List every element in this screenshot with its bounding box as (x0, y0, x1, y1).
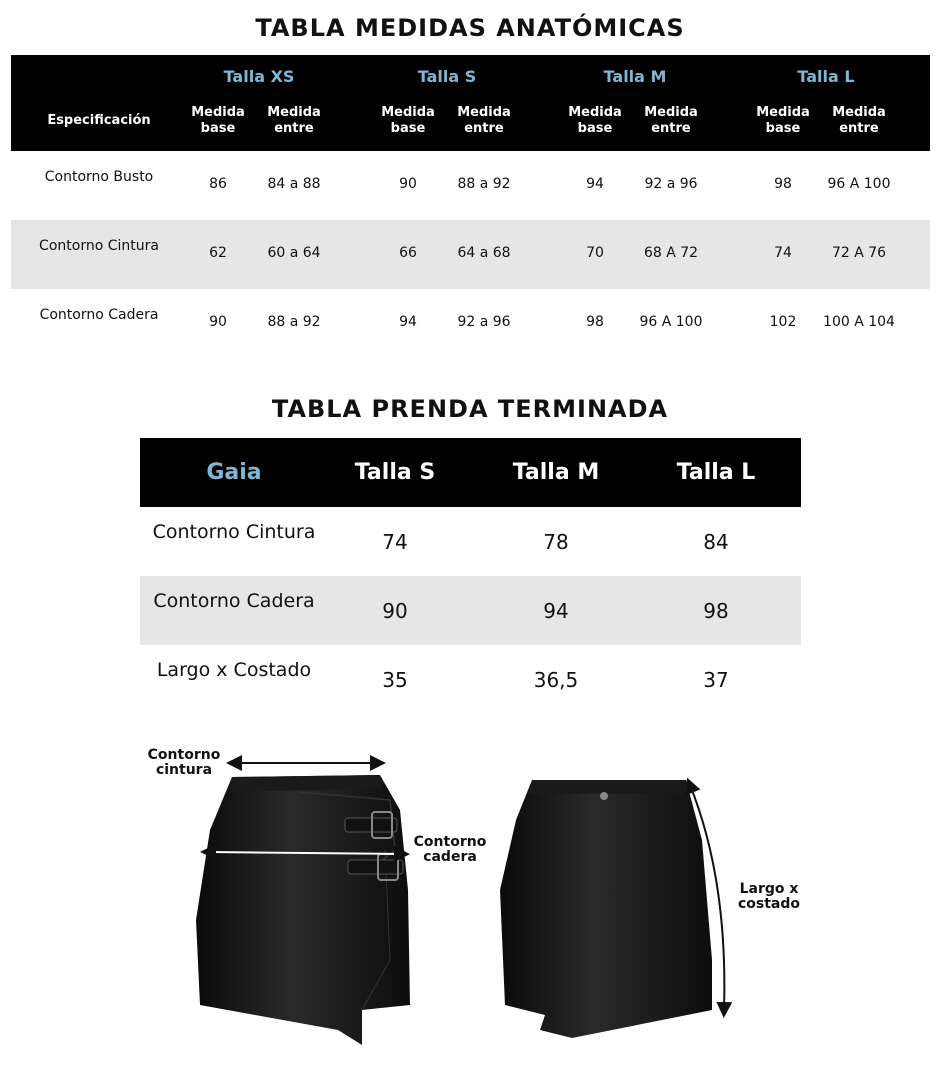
anatomical-table-title: TABLA MEDIDAS ANATÓMICAS (255, 14, 685, 42)
cell-value: 90 (399, 176, 417, 192)
row-label: Contorno Cadera (153, 590, 315, 612)
size-s-header: Talla S (417, 67, 477, 86)
hip-label: Contorno cadera (413, 834, 487, 865)
anatomical-table-header (11, 55, 930, 151)
cell-value: 84 (703, 530, 729, 554)
cell-value: 96 A 100 (639, 314, 703, 330)
table-row (140, 507, 801, 576)
cell-value: 72 A 76 (831, 245, 887, 261)
table-row (140, 645, 801, 714)
cell-value: 94 (399, 314, 417, 330)
finished-garment-table (140, 438, 801, 714)
cell-value: 94 (586, 176, 604, 192)
length-label: Largo x costado (737, 881, 801, 912)
xs-range-subheader: Medida entre (267, 105, 321, 136)
cell-value: 88 a 92 (457, 176, 511, 192)
cell-value: 92 a 96 (644, 176, 698, 192)
cell-value: 60 a 64 (267, 245, 321, 261)
cell-value: 100 A 104 (823, 314, 895, 330)
cell-value: 35 (382, 668, 408, 692)
row-label: Contorno Cintura (152, 521, 316, 543)
cell-value: 102 (769, 314, 797, 330)
l-range-subheader: Medida entre (832, 105, 886, 136)
cell-value: 86 (209, 176, 227, 192)
cell-value: 98 (586, 314, 604, 330)
cell-value: 37 (703, 668, 729, 692)
s-range-subheader: Medida entre (457, 105, 511, 136)
front-skirt (196, 775, 410, 1045)
logo-detail-icon (600, 792, 608, 800)
cell-value: 98 (774, 176, 792, 192)
size-m-header: Talla M (603, 67, 667, 86)
cell-value: 96 A 100 (827, 176, 891, 192)
cell-value: 84 a 88 (267, 176, 321, 192)
s-base-subheader: Medida base (381, 105, 435, 136)
row-label: Contorno Cadera (39, 307, 159, 323)
row-label: Largo x Costado (156, 659, 312, 681)
finished-table-header (140, 438, 801, 507)
cell-value: 66 (399, 245, 417, 261)
cell-value: 92 a 96 (457, 314, 511, 330)
row-label: Contorno Busto (44, 169, 154, 185)
row-label: Contorno Cintura (39, 238, 159, 254)
size-xs-header: Talla XS (223, 67, 295, 86)
table-row (11, 151, 930, 220)
cell-value: 90 (382, 599, 408, 623)
cell-value: 70 (586, 245, 604, 261)
size-l-header: Talla L (676, 460, 756, 485)
cell-value: 78 (543, 530, 569, 554)
cell-value: 94 (543, 599, 569, 623)
finished-garment-title: TABLA PRENDA TERMINADA (271, 395, 669, 423)
cell-value: 74 (382, 530, 408, 554)
cell-value: 88 a 92 (267, 314, 321, 330)
brand-name: Gaia (206, 460, 262, 485)
anatomical-measurements-table (11, 55, 930, 358)
size-s-header: Talla S (354, 460, 436, 485)
back-skirt (500, 780, 712, 1038)
cell-value: 62 (209, 245, 227, 261)
cell-value: 98 (703, 599, 729, 623)
spec-header: Especificación (47, 113, 151, 128)
m-range-subheader: Medida entre (644, 105, 698, 136)
table-row (11, 289, 930, 358)
waist-label: Contorno cintura (147, 747, 221, 778)
table-row (140, 576, 801, 645)
size-m-header: Talla M (512, 460, 600, 485)
xs-base-subheader: Medida base (191, 105, 245, 136)
cell-value: 36,5 (533, 668, 579, 692)
cell-value: 90 (209, 314, 227, 330)
table-row (11, 220, 930, 289)
size-l-header: Talla L (797, 67, 855, 86)
cell-value: 74 (774, 245, 792, 261)
cell-value: 64 a 68 (457, 245, 511, 261)
l-base-subheader: Medida base (756, 105, 810, 136)
m-base-subheader: Medida base (568, 105, 622, 136)
cell-value: 68 A 72 (643, 245, 699, 261)
